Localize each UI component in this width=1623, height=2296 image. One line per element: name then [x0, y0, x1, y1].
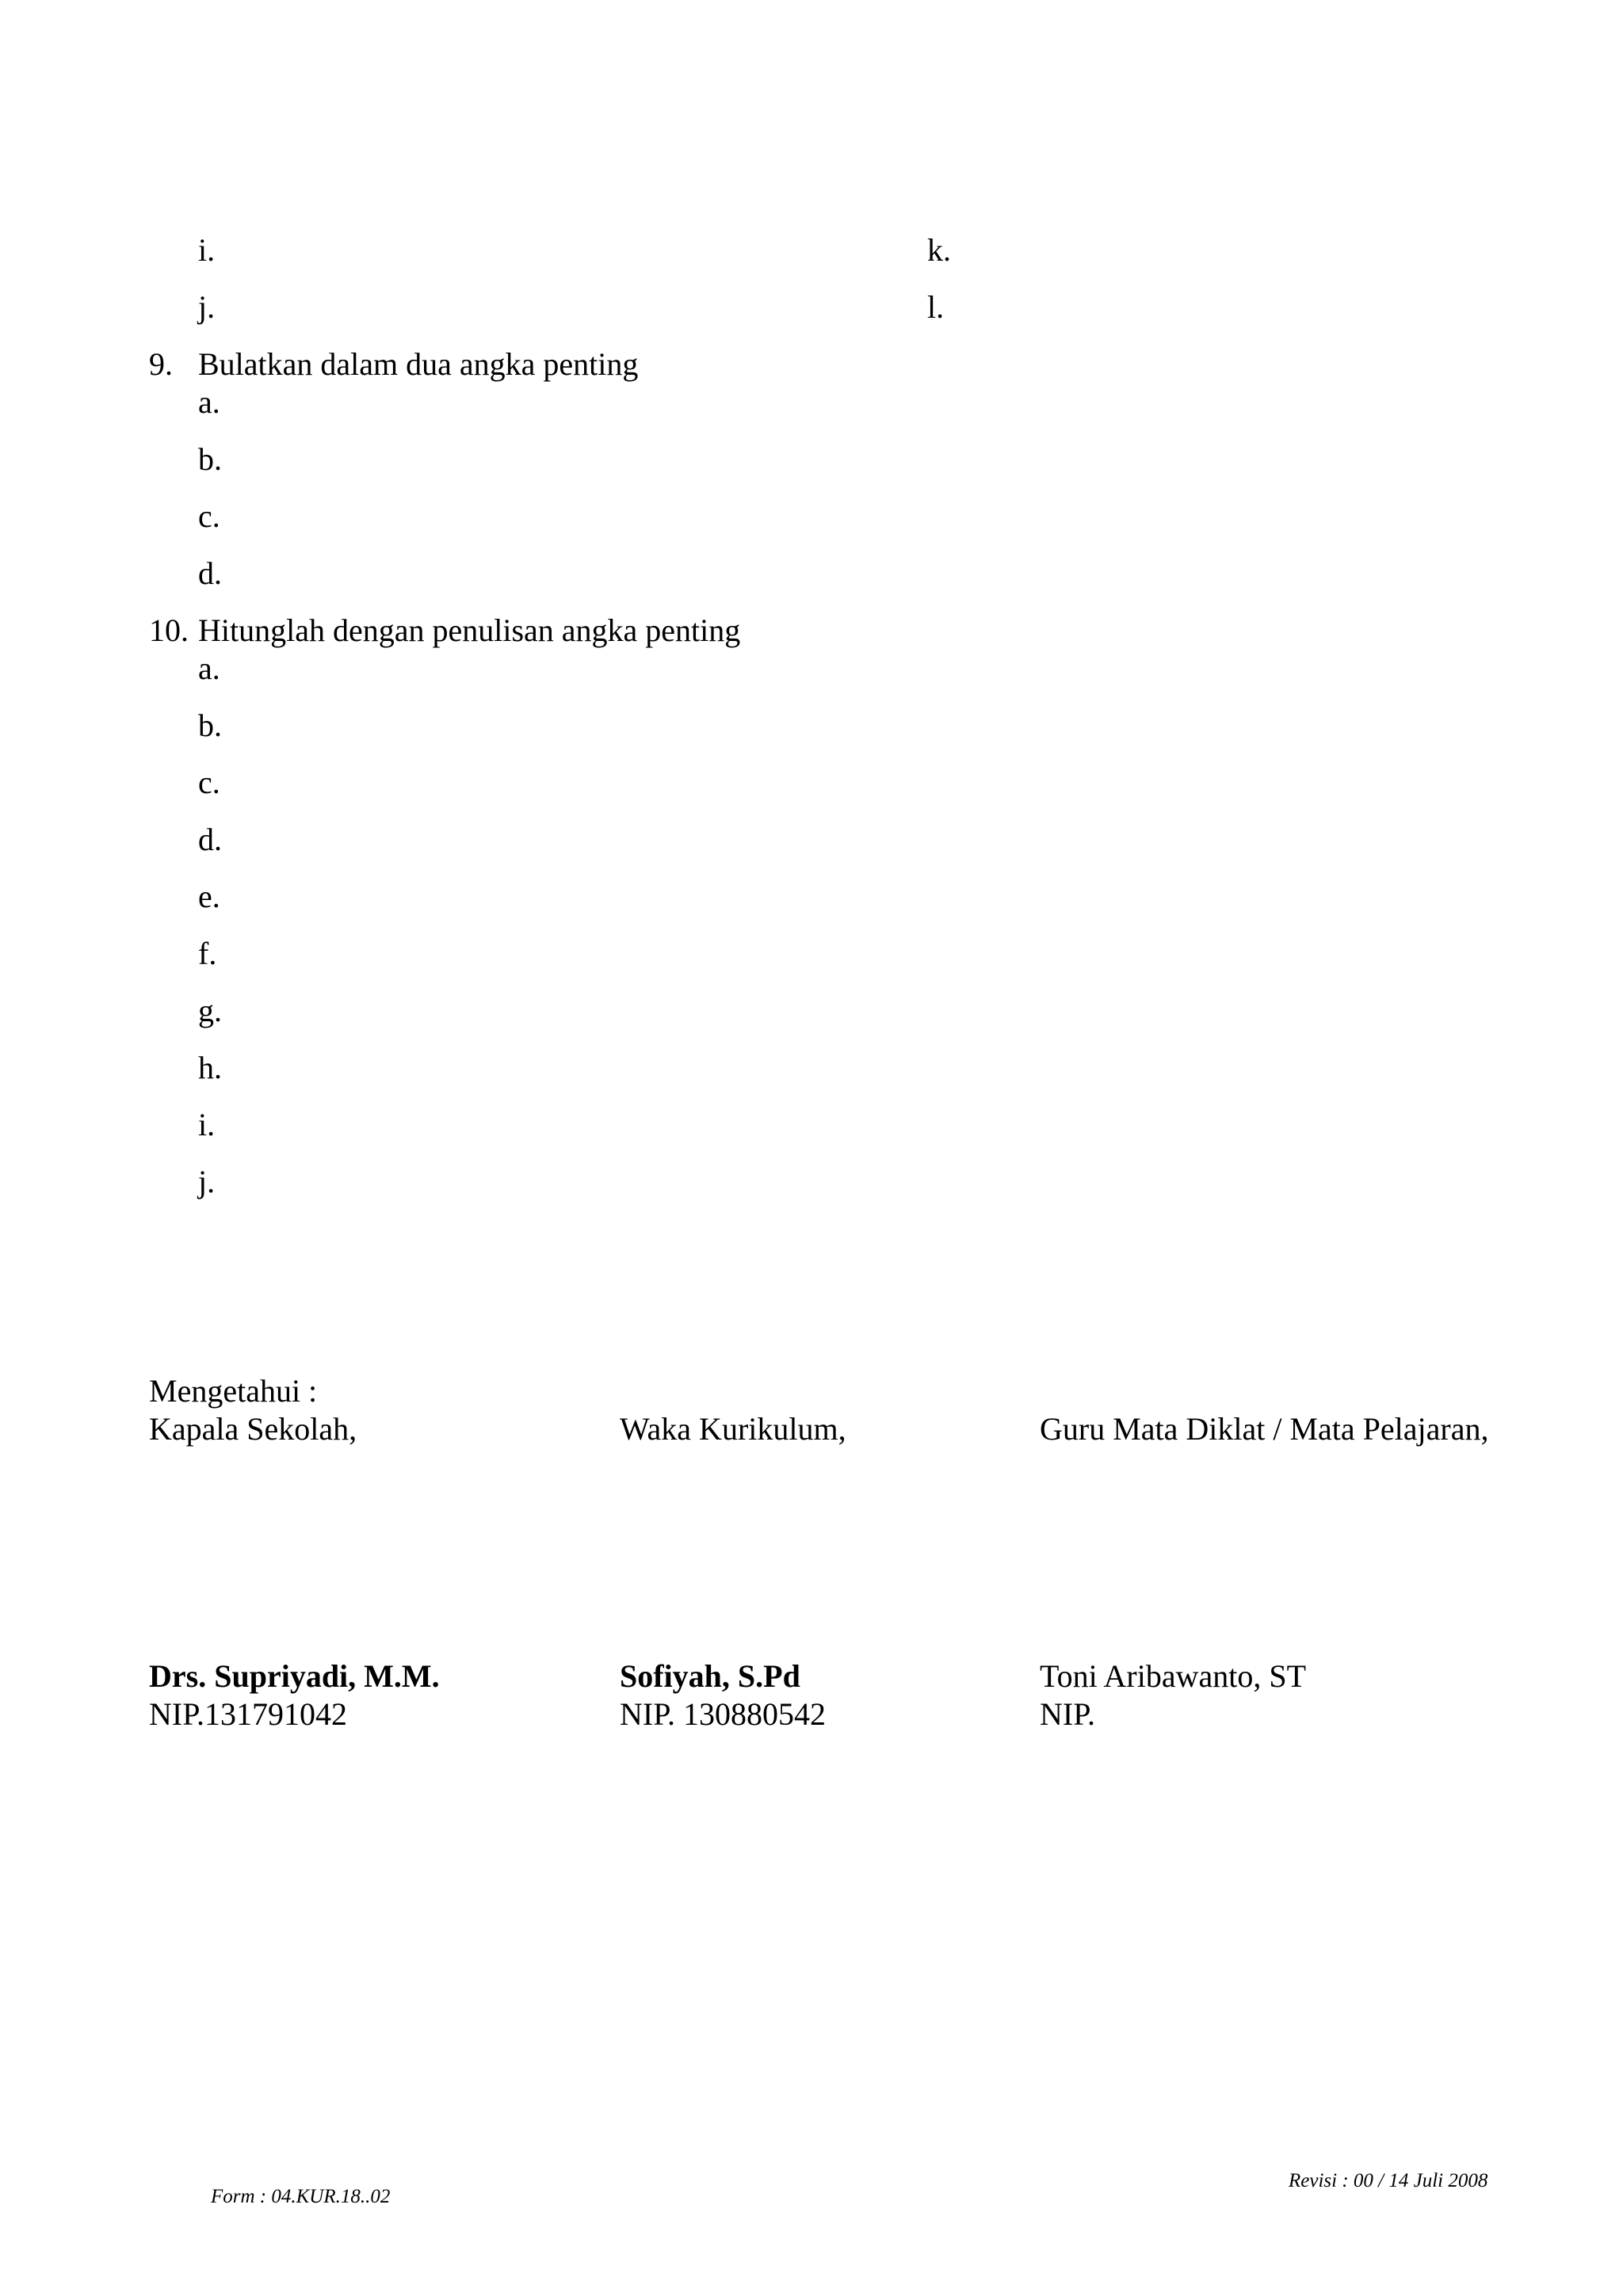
footer-revision: Revisi : 00 / 14 Juli 2008: [1289, 2170, 1488, 2191]
option-label: j.: [198, 289, 216, 325]
option-label: d.: [198, 822, 222, 857]
option-label: l.: [927, 289, 945, 325]
option-label: i.: [198, 232, 216, 268]
option-label: i.: [198, 1107, 216, 1142]
guru-nip: NIP.: [1040, 1696, 1096, 1732]
option-label: a.: [198, 650, 220, 686]
footer-form-code: Form : 04.KUR.18..02: [211, 2186, 391, 2207]
option-label: a.: [198, 384, 220, 420]
option-label: f.: [198, 936, 217, 971]
waka-kurikulum-name: Sofiyah, S.Pd: [620, 1658, 800, 1694]
guru-role: Guru Mata Diklat / Mata Pelajaran,: [1040, 1411, 1489, 1447]
guru-name: Toni Aribawanto, ST: [1040, 1658, 1307, 1694]
option-label: b.: [198, 707, 222, 743]
kepala-sekolah-name: Drs. Supriyadi, M.M.: [149, 1658, 440, 1694]
option-label: k.: [927, 232, 951, 268]
question-9-number: 9.: [149, 346, 173, 382]
option-label: b.: [198, 441, 222, 477]
option-label: e.: [198, 879, 220, 914]
option-label: j.: [198, 1164, 216, 1199]
option-label: c.: [198, 498, 220, 534]
question-9-title: Bulatkan dalam dua angka penting: [198, 346, 639, 382]
mengetahui-label: Mengetahui :: [149, 1373, 318, 1409]
option-label: c.: [198, 765, 220, 800]
kepala-sekolah-role: Kapala Sekolah,: [149, 1411, 357, 1447]
question-10-number: 10.: [149, 612, 189, 648]
option-label: d.: [198, 555, 222, 591]
waka-kurikulum-nip: NIP. 130880542: [620, 1696, 827, 1732]
kepala-sekolah-nip: NIP.131791042: [149, 1696, 348, 1732]
option-label: g.: [198, 993, 222, 1028]
option-label: h.: [198, 1050, 222, 1085]
question-10-title: Hitunglah dengan penulisan angka penting: [198, 612, 741, 648]
waka-kurikulum-role: Waka Kurikulum,: [620, 1411, 846, 1447]
